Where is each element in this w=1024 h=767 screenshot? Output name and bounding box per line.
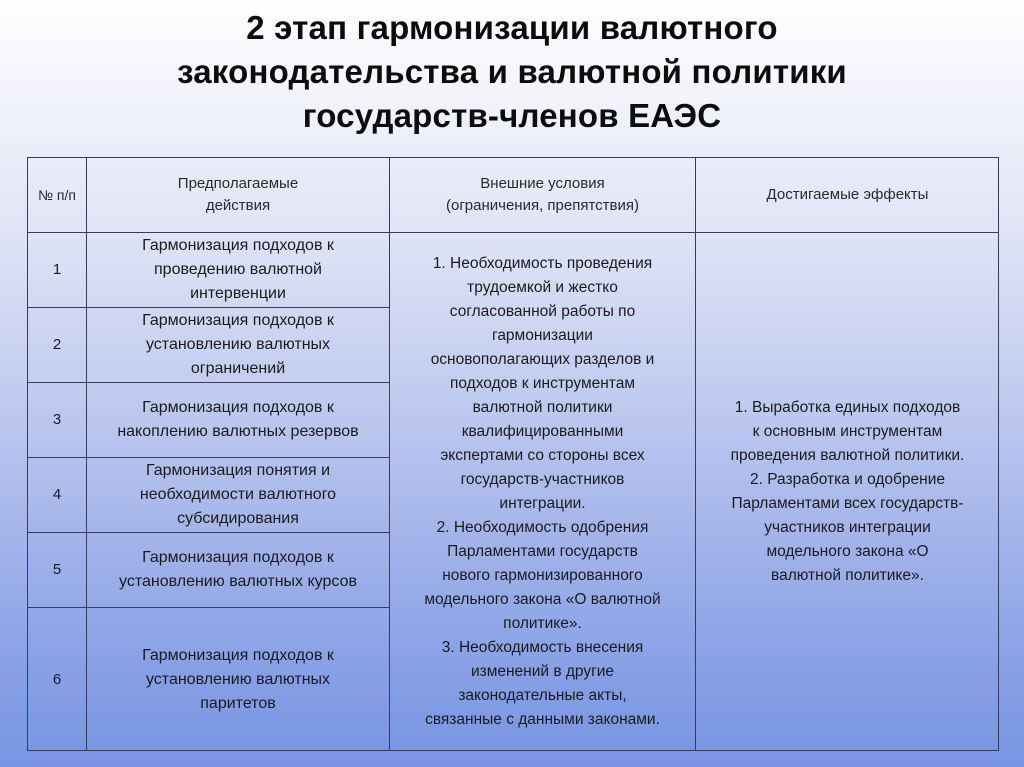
effects-line: модельного закона «О	[766, 543, 929, 560]
effects-line: 1. Выработка единых подходов	[734, 399, 961, 416]
row-number: 2	[27, 307, 86, 382]
effects-line: 2. Разработка и одобрение	[749, 471, 946, 488]
slide-title	[0, 6, 1024, 138]
action-line: установлению валютных	[145, 670, 331, 688]
title-line-3: государств-членов ЕАЭС	[302, 97, 722, 134]
row-action	[86, 532, 389, 607]
action-line: Гармонизация подходов к	[142, 237, 334, 254]
conditions-cell	[389, 232, 695, 751]
action-line: Гармонизация понятия и	[145, 462, 331, 479]
action-line: Гармонизация подходов к	[142, 312, 334, 329]
conditions-line: экспертами со стороны всех	[440, 447, 645, 464]
row-number: 3	[27, 382, 86, 457]
row-number: 5	[27, 532, 86, 607]
conditions-line: нового гармонизированного	[442, 567, 643, 584]
action-line: установлению валютных	[145, 336, 331, 353]
action-line: установлению валютных курсов	[119, 573, 357, 590]
conditions-line: 3. Необходимость внесения	[441, 639, 644, 656]
action-line: паритетов	[200, 694, 276, 712]
effects-line: к основным инструментам	[752, 423, 943, 440]
effects-cell	[695, 232, 999, 751]
conditions-line: квалифицированными	[461, 423, 624, 440]
conditions-line: трудоемкой и жестко	[467, 279, 618, 296]
title-line-2: законодательства и валютной политики	[177, 53, 847, 90]
action-line: накоплению валютных резервов	[117, 423, 359, 440]
conditions-line: основополагающих разделов и	[430, 351, 655, 368]
header-actions: Предполагаемые действия	[86, 157, 389, 232]
conditions-line: государств-участников	[460, 471, 625, 488]
row-action	[86, 307, 389, 382]
row-number: 6	[27, 607, 86, 751]
header-conditions: Внешние условия (ограничения, препятствия)	[389, 157, 695, 232]
conditions-line: 1. Необходимость проведения	[432, 255, 653, 272]
effects-line: проведения валютной политики.	[730, 447, 965, 464]
row-number: 1	[27, 232, 86, 307]
row-action	[86, 607, 389, 751]
header-number: № п/п	[27, 157, 86, 232]
action-line: проведению валютной	[154, 261, 322, 278]
conditions-line: интеграции.	[499, 495, 586, 512]
conditions-line: согласованной работы по	[449, 303, 636, 320]
effects-line: Парламентами всех государств-	[731, 495, 964, 512]
conditions-line: валютной политики	[472, 399, 613, 416]
conditions-line: подходов к инструментам	[450, 375, 635, 392]
action-line: субсидирования	[177, 510, 299, 527]
header-effects: Достигаемые эффекты	[695, 157, 999, 232]
action-line: Гармонизация подходов к	[142, 549, 334, 566]
action-line: необходимости валютного	[139, 486, 337, 503]
row-number: 4	[27, 457, 86, 532]
conditions-line: гармонизации	[492, 327, 593, 344]
action-line: интервенции	[190, 285, 286, 302]
title-line-1: 2 этап гармонизации валютного	[246, 9, 778, 46]
action-line: ограничений	[190, 360, 286, 377]
row-action	[86, 457, 389, 532]
conditions-line: 2. Необходимость одобрения	[436, 519, 649, 536]
action-line: Гармонизация подходов к	[142, 399, 334, 416]
conditions-line: политике».	[503, 615, 582, 632]
conditions-line: связанные с данными законами.	[425, 711, 660, 728]
conditions-line: Парламентами государств	[447, 543, 638, 560]
harmonization-table	[27, 157, 999, 751]
conditions-line: законодательные акты,	[458, 687, 627, 704]
row-action	[86, 382, 389, 457]
row-action	[86, 232, 389, 307]
action-line: Гармонизация подходов к	[142, 646, 334, 664]
conditions-line: изменений в другие	[470, 663, 615, 680]
effects-line: валютной политике».	[771, 567, 924, 584]
conditions-line: модельного закона «О валютной	[424, 591, 661, 608]
effects-line: участников интеграции	[764, 519, 931, 536]
